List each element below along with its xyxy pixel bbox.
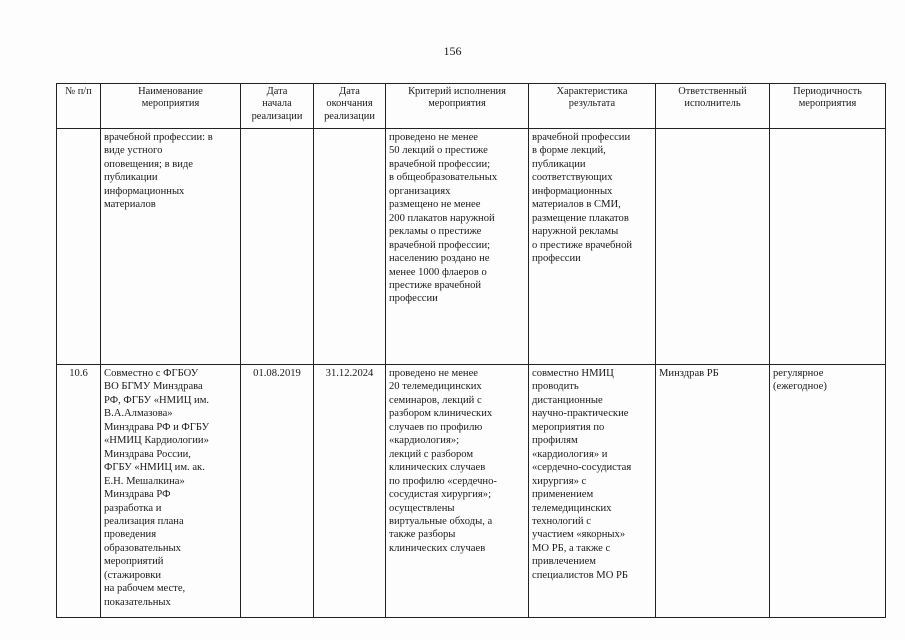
cell-num [57,129,101,365]
cell-name: Совместно с ФГБОУ ВО БГМУ Минздрава РФ, ФГБУ «НМИЦ им. В.А.Алмазова» Минздрава РФ и ФГБУ «НМИЦ Кардиологии» Минздрава России, ФГБУ «НМИЦ им. ак. Е.Н. Мешалкина» Минздрава РФ разработка и реализация плана проведения образовательных мероприятий (стажировки на рабочем месте, показательных [101,365,241,618]
cell-period: регулярное (ежегодное) [770,365,886,618]
table-row [57,129,886,365]
cell-result: врачебной профессии в форме лекций, публикации соответствующих информационных материалов в СМИ, размещение плакатов наружной рекламы о престиже врачебной профессии [529,129,656,365]
header-name: Наименование мероприятия [101,84,241,129]
header-responsible: Ответственный исполнитель [656,84,770,129]
page-number: 156 [443,44,462,58]
header-period: Периодичность мероприятия [770,84,886,129]
table-header-row [57,84,886,129]
header-criterion: Критерий исполнения мероприятия [386,84,529,129]
cell-start-date: 01.08.2019 [241,365,314,618]
table-row [57,365,886,618]
cell-responsible: Минздрав РБ [656,365,770,618]
header-start-date: Дата начала реализации [241,84,314,129]
cell-criterion: проведено не менее 20 телемедицинских семинаров, лекций с разбором клинических случаев по профилю «кардиология»; лекций с разбором клинических случаев по профилю «сердечно- сосудистая хирургия»; осуществлены виртуальные обходы, а также разборы клинических случаев [386,365,529,618]
header-result: Характеристика результата [529,84,656,129]
cell-responsible [656,129,770,365]
header-num: № п/п [57,84,101,129]
cell-result: совместно НМИЦ проводить дистанционные научно-практические мероприятия по профилям «кардиология» и «сердечно-сосудистая хирургия» с применением телемедицинских технологий с участием «якорных» МО РБ, а также с привлечением специалистов МО РБ [529,365,656,618]
cell-end-date: 31.12.2024 [314,365,386,618]
cell-criterion: проведено не менее 50 лекций о престиже врачебной профессии; в общеобразовательных организациях размещено не менее 200 плакатов наружной рекламы о престиже врачебной профессии; населению роздано не менее 1000 флаеров о престиже врачебной профессии [386,129,529,365]
header-end-date: Дата окончания реализации [314,84,386,129]
cell-end-date [314,129,386,365]
cell-start-date [241,129,314,365]
activity-plan-table [56,83,886,618]
cell-name: врачебной профессии: в виде устного оповещения; в виде публикации информационных материалов [101,129,241,365]
cell-period [770,129,886,365]
cell-num: 10.6 [57,365,101,618]
